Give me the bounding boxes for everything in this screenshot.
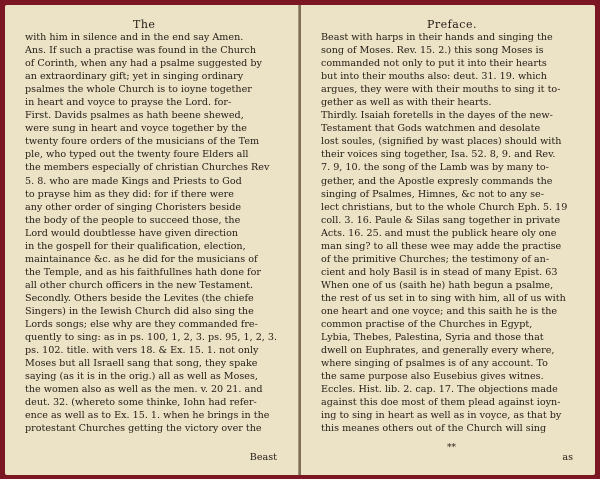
text-line: to prayse him as they did: for if there were xyxy=(25,188,234,200)
text-line: man sing? to all these wee may adde the practise xyxy=(321,240,562,252)
text-line: protestant Churches getting the victory over the xyxy=(25,423,262,435)
text-line: ing to sing in heart as well as in voyce, as that by xyxy=(321,410,562,422)
text-line: the women also as well as the men. v. 20 21. and xyxy=(25,384,263,396)
text-line: First. Davids psalmes as hath beene shewed, xyxy=(25,110,244,122)
text-line: all other church officers in the new Testament. xyxy=(25,279,254,291)
text-line: Lord would doubtlesse have given direction xyxy=(25,227,239,239)
text-line: of the primitive Churches; the testimony of an- xyxy=(321,253,550,265)
text-line: commanded not only to put it into their hearts xyxy=(321,58,547,70)
text-line: psalmes the whole Church is to ioyne together xyxy=(25,84,252,96)
text-line: where singing of psalmes is of any account. To xyxy=(321,358,548,370)
text-line: gether as well as with their hearts. xyxy=(321,97,492,109)
text-line: ence as well as to Ex. 15. 1. when he brings in the xyxy=(25,410,270,422)
left-catchword: Beast xyxy=(249,452,277,463)
text-line: the Temple, and as his faithfullnes hath done for xyxy=(25,266,261,278)
right-page-header: Preface. xyxy=(427,18,477,31)
text-line: Beast with harps in their hands and singing the xyxy=(321,32,553,43)
text-line: Testament that Gods watchmen and desolate xyxy=(321,123,541,135)
left-page-header: The xyxy=(133,18,156,31)
text-line: Thirdly. Isaiah foretells in the dayes of the new- xyxy=(321,110,553,122)
text-line: the rest of us set in to sing with him, all of us with xyxy=(321,292,566,304)
text-line: quently to sing: as in ps. 100, 1, 2, 3. ps. 95, 1, 2, 3. xyxy=(25,332,278,344)
text-line: maintainance &c. as he did for the musicians of xyxy=(25,253,258,265)
text-line: with him in silence and in the end say Amen. xyxy=(25,32,244,43)
text-line: Acts. 16. 25. and must the publick heare oly one xyxy=(321,227,557,239)
right-page xyxy=(301,5,595,475)
text-line: Lords songs; else why are they commanded fre- xyxy=(25,319,258,331)
right-catchword: as xyxy=(562,452,573,463)
text-line: deut. 32. (whereto some thinke, Iohn had refer- xyxy=(25,397,257,409)
text-line: but into their mouths also: deut. 31. 19. which xyxy=(321,71,547,83)
text-line: the members especially of christian Churches Rev xyxy=(25,162,270,174)
text-line: the body of the people to succeed those, the xyxy=(25,214,241,226)
left-page xyxy=(5,5,299,475)
text-line: argues, they were with their mouths to sing it to- xyxy=(321,84,561,96)
text-line: in heart and voyce to prayse the Lord. for- xyxy=(25,97,232,109)
text-line: cient and holy Basil is in stead of many Epist. 63 xyxy=(321,266,558,278)
text-line: 7. 9, 10. the song of the Lamb was by many to- xyxy=(321,162,549,174)
text-line: Moses but all Israell sang that song, they spake xyxy=(25,358,258,370)
text-line: When one of us (saith he) hath begun a psalme, xyxy=(321,279,554,291)
text-line: saying (as it is in the orig.) all as well as Moses, xyxy=(25,371,258,383)
text-line: gether, and the Apostle expresly commands the xyxy=(321,175,553,187)
right-page-text xyxy=(321,31,583,435)
text-line: were sung in heart and voyce together by the xyxy=(25,123,247,135)
text-line: 5. 8. who are made Kings and Priests to God xyxy=(25,175,242,187)
text-line: Secondly. Others beside the Levites (the chiefe xyxy=(25,292,254,304)
text-line: Lybia, Thebes, Palestina, Syria and those that xyxy=(321,332,544,344)
text-line: any other order of singing Choristers beside xyxy=(25,201,242,213)
signature-mark: ** xyxy=(447,443,456,453)
text-line: song of Moses. Rev. 15. 2.) this song Moses is xyxy=(321,45,544,57)
left-page-text xyxy=(25,31,287,435)
text-line: lect christians, but to the whole Church Eph. 5. 19 xyxy=(321,201,568,213)
text-line: ps. 102. title. with vers 18. & Ex. 15. 1. not only xyxy=(25,345,259,357)
text-line: their voices sing together, Isa. 52. 8, 9. and Rev. xyxy=(321,149,556,161)
text-line: in the gospell for their qualification, election, xyxy=(25,240,246,252)
text-line: lost soules, (signified by wast places) should with xyxy=(321,136,562,148)
text-line: of Corinth, when any had a psalme suggested by xyxy=(25,58,262,70)
text-line: twenty foure orders of the musicians of the Tem xyxy=(25,136,260,148)
text-line: Singers) in the Iewish Church did also sing the xyxy=(25,305,254,317)
text-line: ple, who typed out the twenty foure Elders all xyxy=(25,149,249,161)
text-line: the same purpose also Eusebius gives witnes. xyxy=(321,371,544,383)
text-line: this meanes others out of the Church will sing xyxy=(321,423,547,435)
text-line: Eccles. Hist. lib. 2. cap. 17. The objections made xyxy=(321,384,558,396)
text-line: common practise of the Churches in Egypt, xyxy=(321,319,533,331)
text-line: against this doe most of them plead against ioyn- xyxy=(321,397,561,409)
text-line: coll. 3. 16. Paule & Silas sang together in private xyxy=(321,214,561,226)
text-line: an extraordinary gift; yet in singing ordinary xyxy=(25,71,244,83)
text-line: one heart and one voyce; and this saith he is the xyxy=(321,305,558,317)
text-line: singing of Psalmes, Himnes, &c not to any se- xyxy=(321,188,544,200)
text-line: Ans. If such a practise was found in the Church xyxy=(25,45,257,57)
text-line: dwell on Euphrates, and generally every where, xyxy=(321,345,555,357)
